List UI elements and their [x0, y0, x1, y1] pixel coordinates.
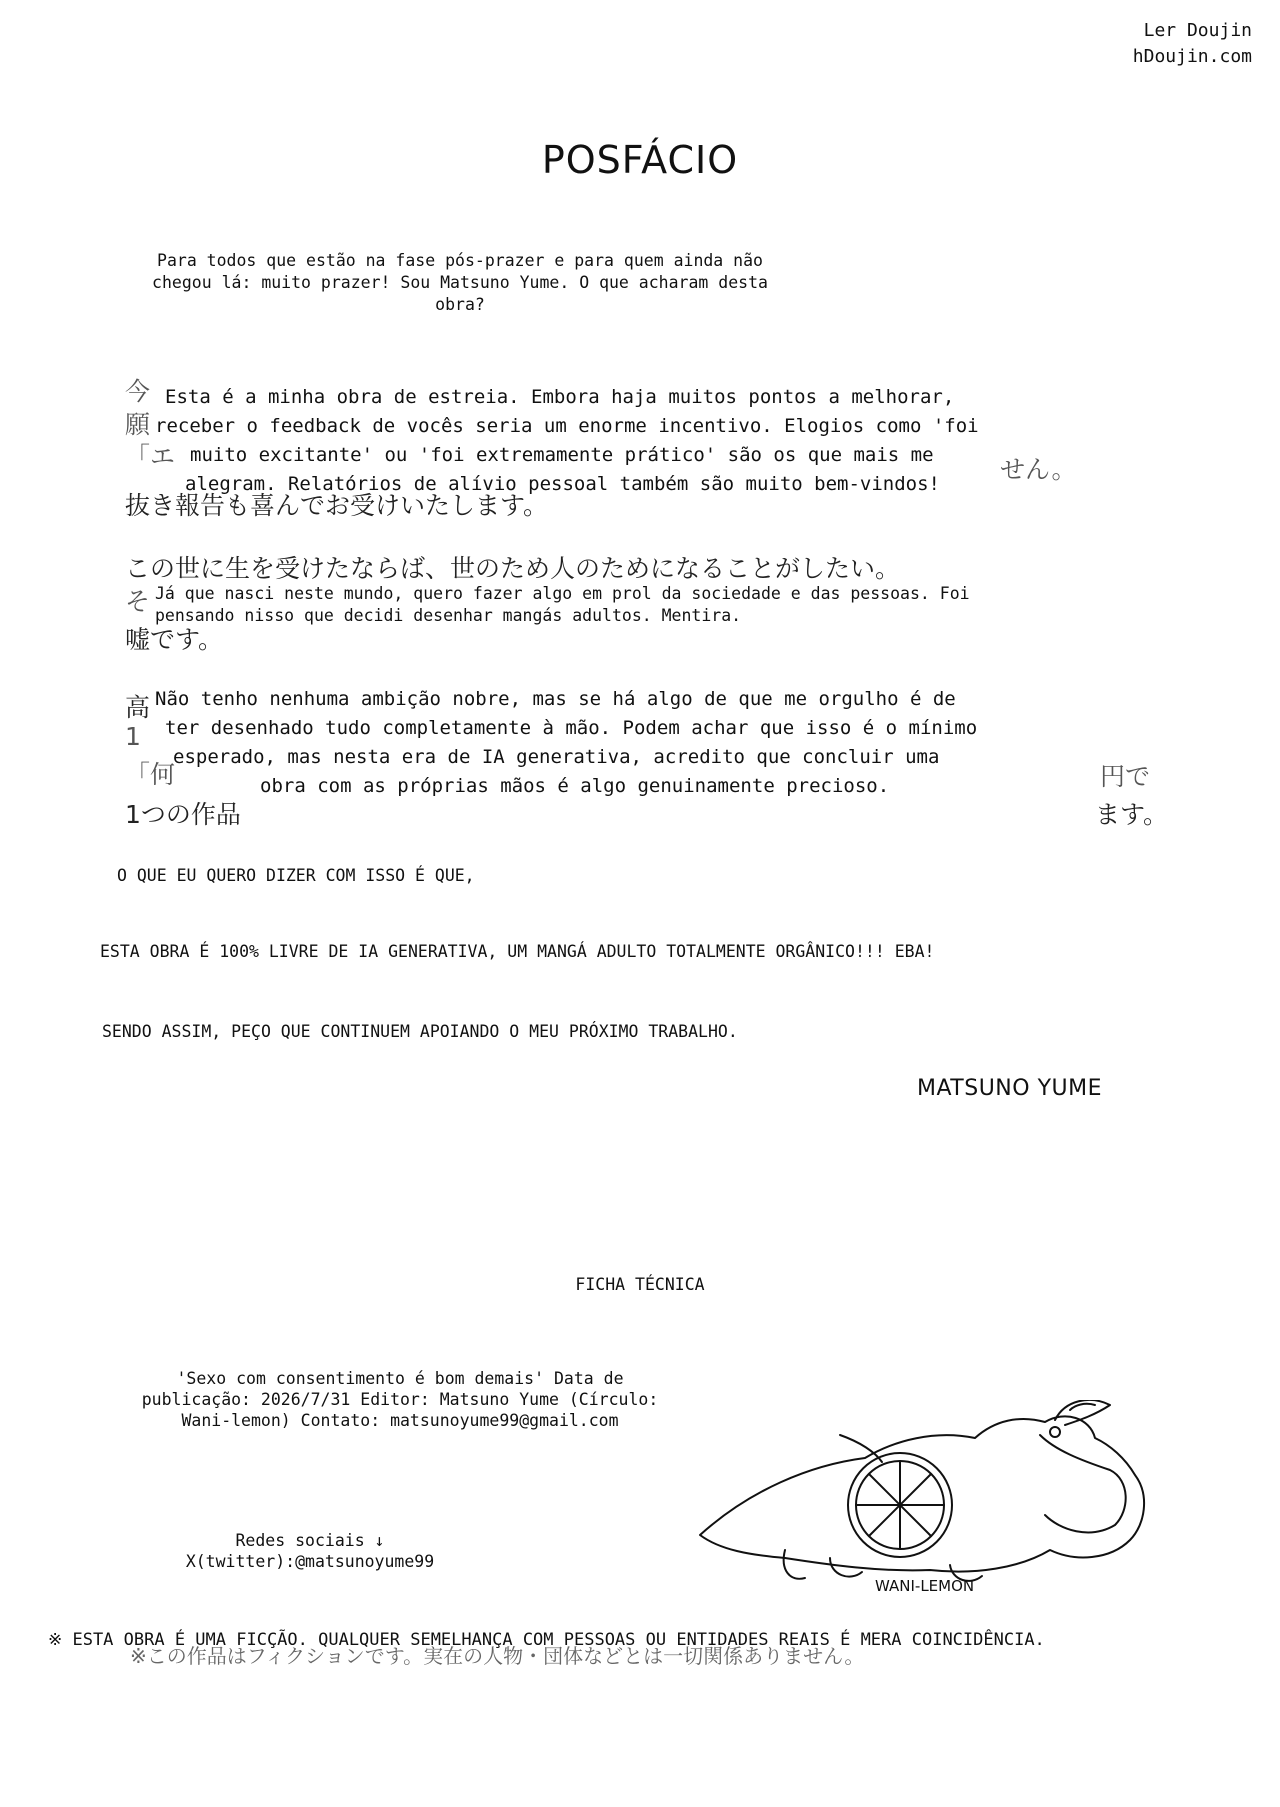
- ficha-text: 'Sexo com consentimento é bom demais' Data de publicação: 2026/7/31 Editor: Matsuno Yume (Círculo: Wani-lemon) Contato: matsunoyume99@gmail.com: [141, 1369, 659, 1430]
- watermark-line2: hDoujin.com: [1132, 46, 1252, 67]
- jp-remnant: 1つの作品: [125, 800, 241, 829]
- watermark-line1: Ler Doujin: [1143, 20, 1252, 41]
- social-links: [160, 1530, 460, 1572]
- paragraph-purpose: Já que nasci neste mundo, quero fazer algo em prol da sociedade e das pessoas. Foi pensando nisso que decidi desenhar mangás adultos. Mentira.: [155, 584, 970, 625]
- crocodile-lemon-illustration: [690, 1400, 1160, 1600]
- paragraph-line: alegram. Relatórios de alívio pessoal também são muito bem-vindos!: [185, 473, 940, 495]
- jp-remnant: 高: [125, 693, 151, 722]
- paragraph-line: obra com as próprias mãos é algo genuinamente precioso.: [260, 775, 890, 797]
- page-title: POSFÁCIO: [541, 138, 739, 182]
- paragraph-handmade: [155, 685, 1155, 801]
- jp-remnant: 「何: [125, 760, 176, 789]
- jp-remnant-disclaimer: ※この作品はフィクションです。実在の人物・団体などとは一切関係ありません。: [130, 1644, 865, 1668]
- social-title: Redes sociais ↓: [235, 1531, 385, 1550]
- jp-remnant: 嘘です。: [125, 625, 224, 654]
- author-signature: MATSUNO YUME: [916, 1076, 1102, 1101]
- jp-remnant: 1: [125, 722, 141, 751]
- social-handle: X(twitter):@matsunoyume99: [185, 1552, 435, 1571]
- paragraph-line: esperado, mas nesta era de IA generativa, acredito que concluir uma: [173, 746, 940, 768]
- disclaimer-text: ※ ESTA OBRA É UMA FICÇÃO. QUALQUER SEMELHANÇA COM PESSOAS OU ENTIDADES REAIS É MERA COINCIDÊNCIA.: [48, 1630, 1045, 1650]
- statement-ai-free: ESTA OBRA É 100% LIVRE DE IA GENERATIVA, UM MANGÁ ADULTO TOTALMENTE ORGÂNICO!!! EBA!: [100, 942, 935, 961]
- paragraph-line: receber o feedback de vocês seria um enorme incentivo. Elogios como 'foi: [155, 415, 979, 437]
- jp-remnant: この世に生を受けたならば、世のため人のためになることがしたい。: [125, 554, 901, 583]
- paragraph-line: muito excitante' ou 'foi extremamente prático' são os que mais me: [190, 444, 934, 466]
- jp-remnant: 「エ: [125, 442, 176, 471]
- watermark: [1133, 18, 1252, 70]
- jp-remnant: ます。: [1095, 800, 1169, 829]
- paragraph-debut: [155, 383, 1045, 499]
- jp-remnant: そ: [125, 587, 151, 616]
- jp-remnant: せん。: [1000, 455, 1077, 484]
- paragraph-line: Esta é a minha obra de estreia. Embora haja muitos pontos a melhorar,: [165, 386, 955, 408]
- statement-intro: O QUE EU QUERO DIZER COM ISSO É QUE,: [117, 866, 475, 885]
- illustration-label: WANI-LEMON: [875, 1577, 975, 1595]
- paragraph-line: ter desenhado tudo completamente à mão. Podem achar que isso é o mínimo: [165, 717, 978, 739]
- paragraph-line: Não tenho nenhuma ambição nobre, mas se há algo de que me orgulho é de: [155, 688, 956, 710]
- jp-remnant: 抜き報告も喜んでお受けいたします。: [125, 491, 549, 520]
- statement-support: SENDO ASSIM, PEÇO QUE CONTINUEM APOIANDO O MEU PRÓXIMO TRABALHO.: [102, 1022, 738, 1041]
- intro-text: Para todos que estão na fase pós-prazer e para quem ainda não chegou lá: muito prazer! Sou Matsuno Yume. O que acharam desta obra?: [152, 251, 768, 314]
- ficha-title: FICHA TÉCNICA: [575, 1275, 705, 1294]
- jp-remnant: 今: [125, 377, 151, 406]
- jp-remnant: 円で: [1100, 762, 1151, 791]
- jp-remnant: 願: [125, 410, 151, 439]
